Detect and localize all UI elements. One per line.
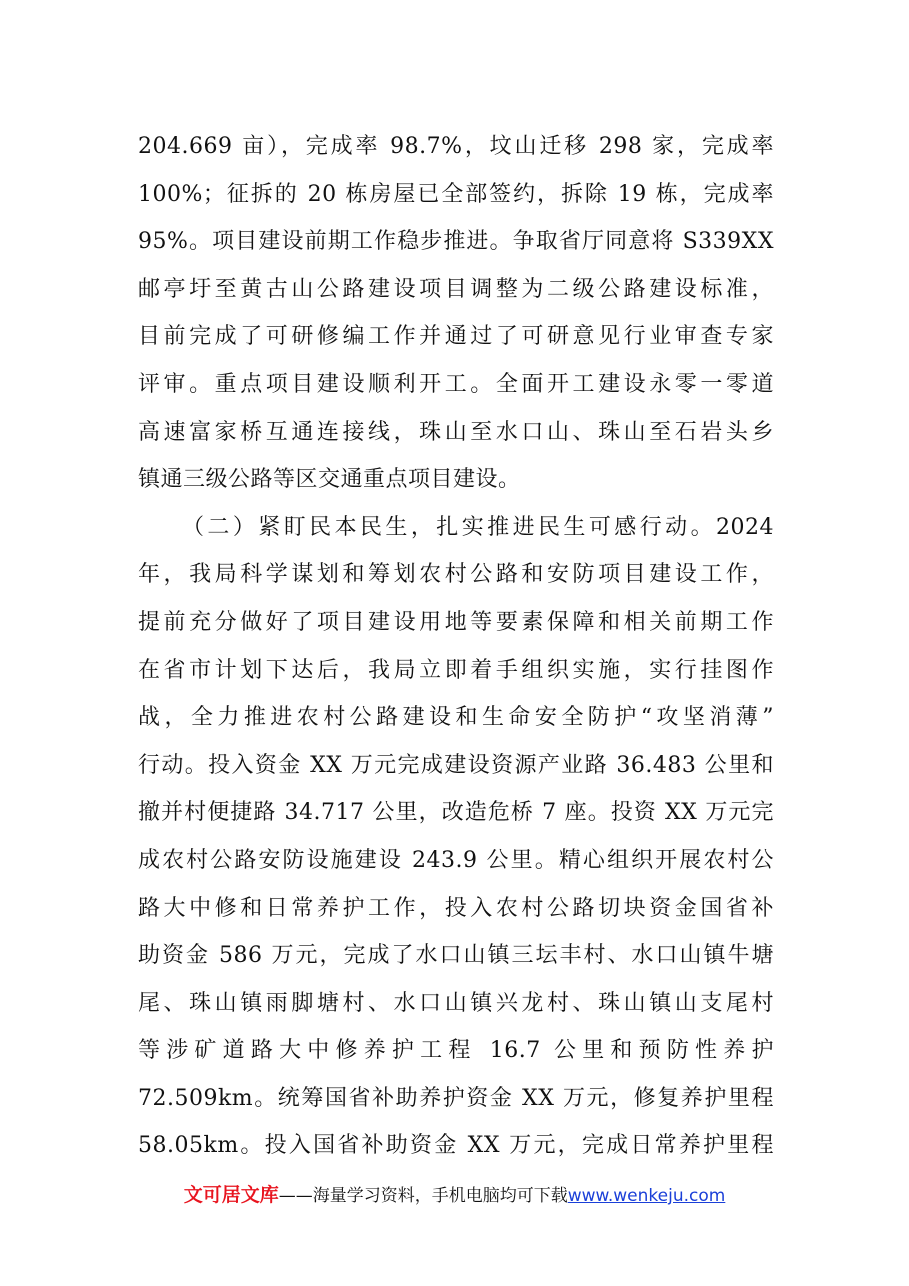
text-line: 提前充分做好了项目建设用地等要素保障和相关前期工作 [138,609,774,635]
text-line: 在省市计划下达后，我局立即着手组织实施，实行挂图作 [138,657,774,683]
text-line: 95%。项目建设前期工作稳步推进。争取省厅同意将 S339XX [138,229,774,255]
text-line: 尾、珠山镇雨脚塘村、水口山镇兴龙村、珠山镇山支尾村 [138,990,774,1016]
paragraph-1 [138,123,774,504]
section-heading-line: （二）紧盯民本民生，扎实推进民生可感行动。2024 [182,514,774,540]
text-line: 邮亭圩至黄古山公路建设项目调整为二级公路建设标准， [138,276,774,302]
paragraph-2 [138,504,774,1170]
footer-brand: 文可居文库 [183,1184,279,1206]
text-line: 助资金 586 万元，完成了水口山镇三坛丰村、水口山镇牛塘 [138,943,774,969]
footer-banner [0,1180,909,1207]
text-line: 58.05km。投入国省补助资金 XX 万元，完成日常养护里程 [138,1133,774,1159]
text-line: 战，全力推进农村公路建设和生命安全防护“攻坚消薄” [138,705,774,731]
footer-website-link[interactable]: www.wenkeju.com [567,1186,726,1206]
body-text [138,123,774,1170]
text-line: 100%；征拆的 20 栋房屋已全部签约，拆除 19 栋，完成率 [138,181,774,207]
text-line: 撤并村便捷路 34.717 公里，改造危桥 7 座。投资 XX 万元完 [138,800,774,826]
text-line: 成农村公路安防设施建设 243.9 公里。精心组织开展农村公 [138,847,774,873]
text-line: 评审。重点项目建设顺利开工。全面开工建设永零一零道 [138,371,774,397]
text-line: 路大中修和日常养护工作，投入农村公路切块资金国省补 [138,895,774,921]
footer-slogan: ——海量学习资料，手机电脑均可下载 [278,1186,568,1206]
text-line: 目前完成了可研修编工作并通过了可研意见行业审查专家 [138,324,774,350]
text-line: 204.669 亩），完成率 98.7%，坟山迁移 298 家，完成率 [138,134,774,159]
text-line: 等涉矿道路大中修养护工程 16.7 公里和预防性养护 [138,1038,774,1064]
text-line: 行动。投入资金 XX 万元完成建设资源产业路 36.483 公里和 [138,752,774,778]
text-line: 72.509km。统筹国省补助养护资金 XX 万元，修复养护里程 [138,1085,774,1111]
text-line: 年，我局科学谋划和筹划农村公路和安防项目建设工作， [138,562,774,588]
text-line: 镇通三级公路等区交通重点项目建设。 [138,467,521,493]
text-line: 高速富家桥互通连接线，珠山至水口山、珠山至石岩头乡 [138,419,774,445]
